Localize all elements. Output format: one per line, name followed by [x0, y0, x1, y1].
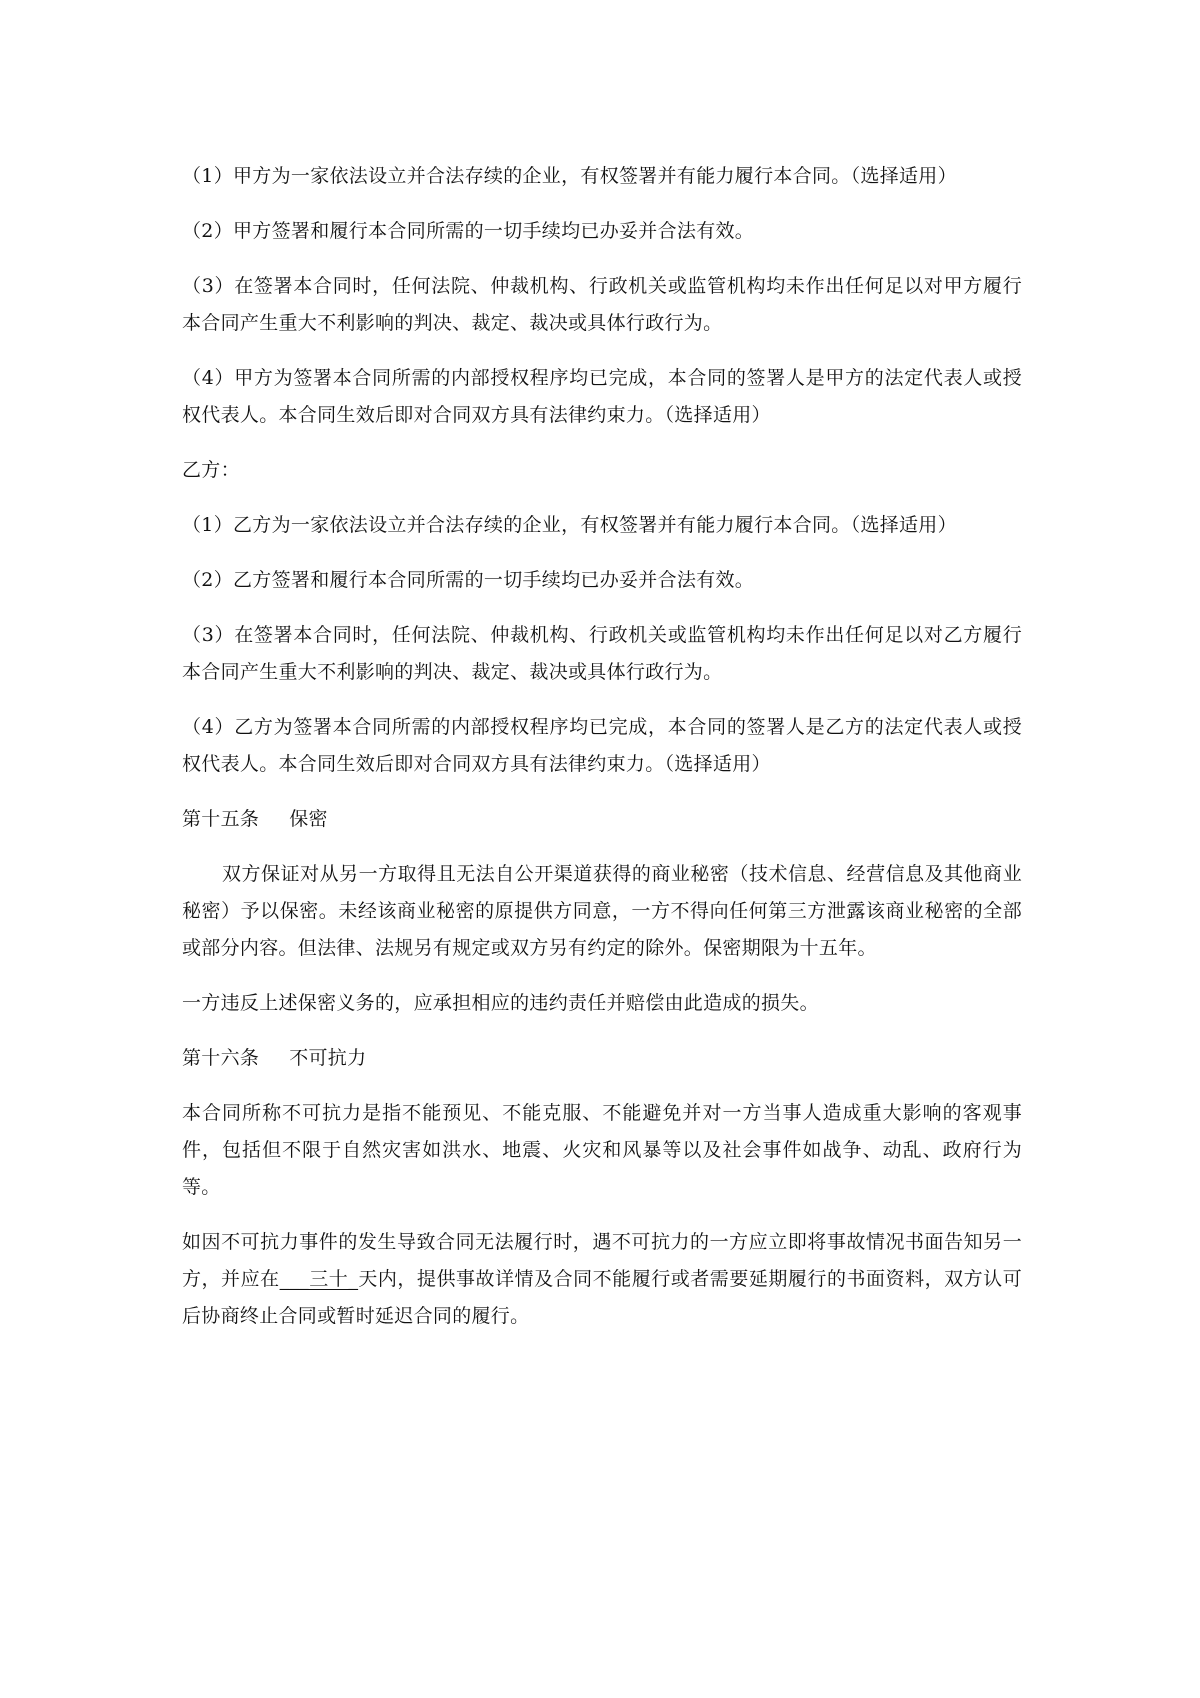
article-15-paragraph-2: 一方违反上述保密义务的，应承担相应的违约责任并赔偿由此造成的损失。: [182, 992, 819, 1014]
days-blank-field: ___三十_: [279, 1268, 359, 1290]
article-15-heading: [182, 801, 1022, 838]
article-16-title: 不可抗力: [289, 1047, 367, 1069]
party-b-item-1: （1）乙方为一家依法设立并合法存续的企业，有权签署并有能力履行本合同。（选择适用）: [182, 514, 957, 536]
party-a-item-4: （4）甲方为签署本合同所需的内部授权程序均已完成，本合同的签署人是甲方的法定代表人或授权代表人。本合同生效后即对合同双方具有法律约束力。（选择适用）: [182, 367, 1022, 426]
article-15-number: 第十五条: [182, 808, 260, 830]
article-15-title: 保密: [289, 808, 328, 830]
article-16-paragraph-2: [182, 1224, 1022, 1335]
party-a-item-1: （1）甲方为一家依法设立并合法存续的企业，有权签署并有能力履行本合同。（选择适用）: [182, 165, 957, 187]
article-16-heading: [182, 1040, 1022, 1077]
party-b-label: 乙方：: [182, 459, 240, 481]
party-b-item-2: （2）乙方签署和履行本合同所需的一切手续均已办妥并合法有效。: [182, 569, 755, 591]
article-16-paragraph-2-after: 天内，提供事故详情及合同不能履行或者需要延期履行的书面资料，双方认可后协商终止合同或暂时延迟合同的履行。: [182, 1268, 1022, 1327]
party-b-item-4: （4）乙方为签署本合同所需的内部授权程序均已完成，本合同的签署人是乙方的法定代表人或授权代表人。本合同生效后即对合同双方具有法律约束力。（选择适用）: [182, 716, 1022, 775]
article-15-paragraph-1: 双方保证对从另一方取得且无法自公开渠道获得的商业秘密（技术信息、经营信息及其他商业秘密）予以保密。未经该商业秘密的原提供方同意，一方不得向任何第三方泄露该商业秘密的全部或部分内容。但法律、法规另有规定或双方另有约定的除外。保密期限为十五年。: [182, 863, 1022, 959]
article-16-number: 第十六条: [182, 1047, 260, 1069]
article-16-paragraph-2-before: 如因不可抗力事件的发生导致合同无法履行时，遇不可抗力的一方应立即将事故情况书面告知另一方，并应在: [182, 1231, 1022, 1290]
party-a-item-3: （3）在签署本合同时，任何法院、仲裁机构、行政机关或监管机构均未作出任何足以对甲方履行本合同产生重大不利影响的判决、裁定、裁决或具体行政行为。: [182, 275, 1022, 334]
article-16-paragraph-1: 本合同所称不可抗力是指不能预见、不能克服、不能避免并对一方当事人造成重大影响的客观事件，包括但不限于自然灾害如洪水、地震、火灾和风暴等以及社会事件如战争、动乱、政府行为等。: [182, 1102, 1022, 1198]
party-a-item-2: （2）甲方签署和履行本合同所需的一切手续均已办妥并合法有效。: [182, 220, 755, 242]
document-body: [182, 158, 1022, 1353]
party-b-item-3: （3）在签署本合同时，任何法院、仲裁机构、行政机关或监管机构均未作出任何足以对乙方履行本合同产生重大不利影响的判决、裁定、裁决或具体行政行为。: [182, 624, 1022, 683]
